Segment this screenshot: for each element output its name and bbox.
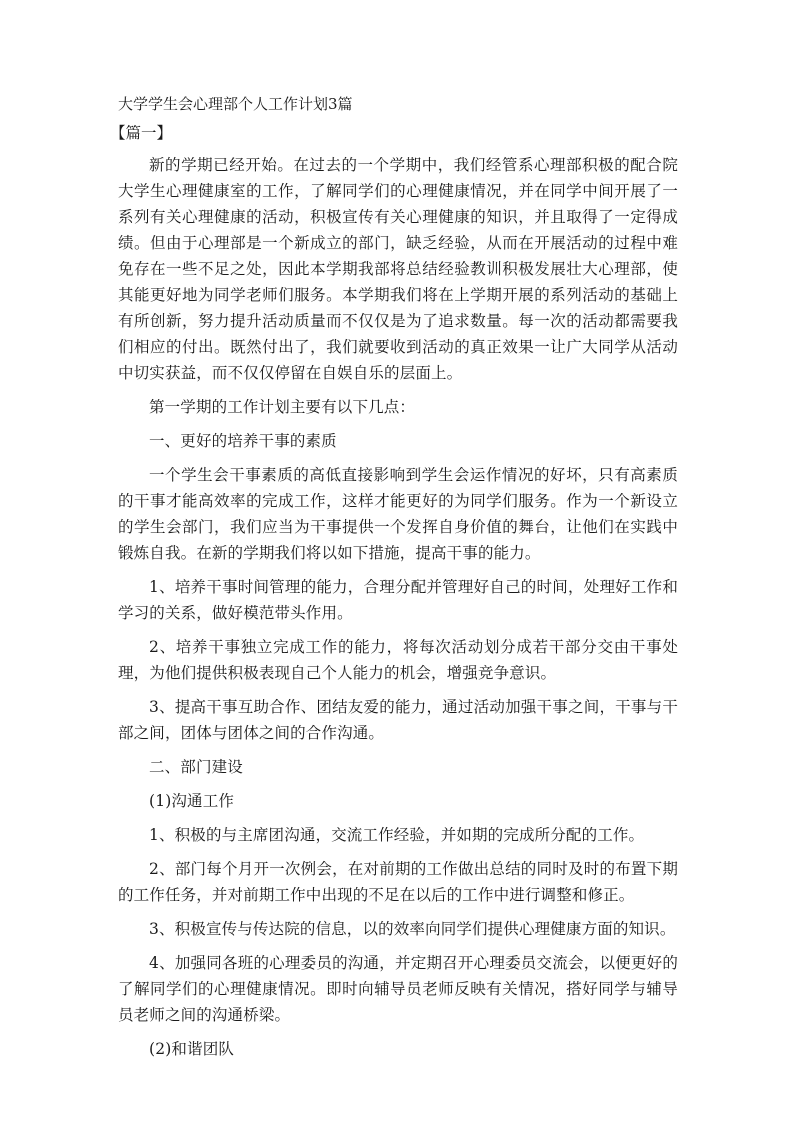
document-page xyxy=(110,92,678,1070)
paragraph-item-3: 3、提高干事互助合作、团结友爱的能力，通过活动加强干事之间，干事与干部之间，团体与团体之间的合作沟通。 xyxy=(118,698,678,742)
paragraph-item-1: 1、培养干事时间管理的能力，合理分配并管理好自己的时间，处理好工作和学习的关系，做好模范带头作用。 xyxy=(118,578,678,622)
paragraph-staff-quality: 一个学生会干事素质的高低直接影响到学生会运作情况的好坏，只有高素质的干事才能高效率的完成工作，这样才能更好的为同学们服务。作为一个新设立的学生会部门，我们应当为干事提供一个发挥自身价值的舞台，让他们在实践中锻炼自我。在新的学期我们将以如下措施，提高干事的能力。 xyxy=(118,466,678,562)
section-label: 【篇一】 xyxy=(110,124,173,142)
paragraph-comm-1: 1、积极的与主席团沟通，交流工作经验，并如期的完成所分配的工作。 xyxy=(149,826,645,844)
paragraph-comm-4: 4、加强同各班的心理委员的沟通，并定期召开心理委员交流会，以便更好的了解同学们的心理健康情况。即时向辅导员老师反映有关情况，搭好同学与辅导员老师之间的沟通桥梁。 xyxy=(118,954,678,1024)
heading-department-building: 二、部门建设 xyxy=(149,758,243,776)
heading-cultivate-staff: 一、更好的培养干事的素质 xyxy=(149,432,337,450)
paragraph-comm-3: 3、积极宣传与传达院的信息，以的效率向同学们提供心理健康方面的知识。 xyxy=(149,920,676,938)
paragraph-item-2: 2、培养干事独立完成工作的能力，将每次活动划分成若干部分交由干事处理，为他们提供积极表现自己个人能力的机会，增强竞争意识。 xyxy=(118,638,678,682)
paragraph-plan-lead: 第一学期的工作计划主要有以下几点： xyxy=(149,398,416,416)
paragraph-intro: 新的学期已经开始。在过去的一个学期中，我们经管系心理部积极的配合院大学生心理健康室的工作，了解同学们的心理健康情况，并在同学中间开展了一系列有关心理健康的活动，积极宣传有关心理健康的知识，并且取得了一定得成绩。但由于心理部是一个新成立的部门，缺乏经验，从而在开展活动的过程中难免存在一些不足之处，因此本学期我部将总结经验教训积极发展壮大心理部，使其能更好地为同学老师们服务。本学期我们将在上学期开展的系列活动的基础上有所创新，努力提升活动质量而不仅仅是为了追求数量。每一次的活动都需要我们相应的付出。既然付出了，我们就要收到活动的真正效果一让广大同学从活动中切实获益，而不仅仅停留在自娱自乐的层面上。 xyxy=(118,156,678,382)
subheading-communication: (1)沟通工作 xyxy=(149,792,235,810)
subheading-harmonious-team: (2)和谐团队 xyxy=(149,1040,235,1058)
document-title: 大学学生会心理部个人工作计划3篇 xyxy=(118,95,353,113)
paragraph-comm-2: 2、部门每个月开一次例会，在对前期的工作做出总结的同时及时的布置下期的工作任务，并对前期工作中出现的不足在以后的工作中进行调整和修正。 xyxy=(118,860,678,904)
